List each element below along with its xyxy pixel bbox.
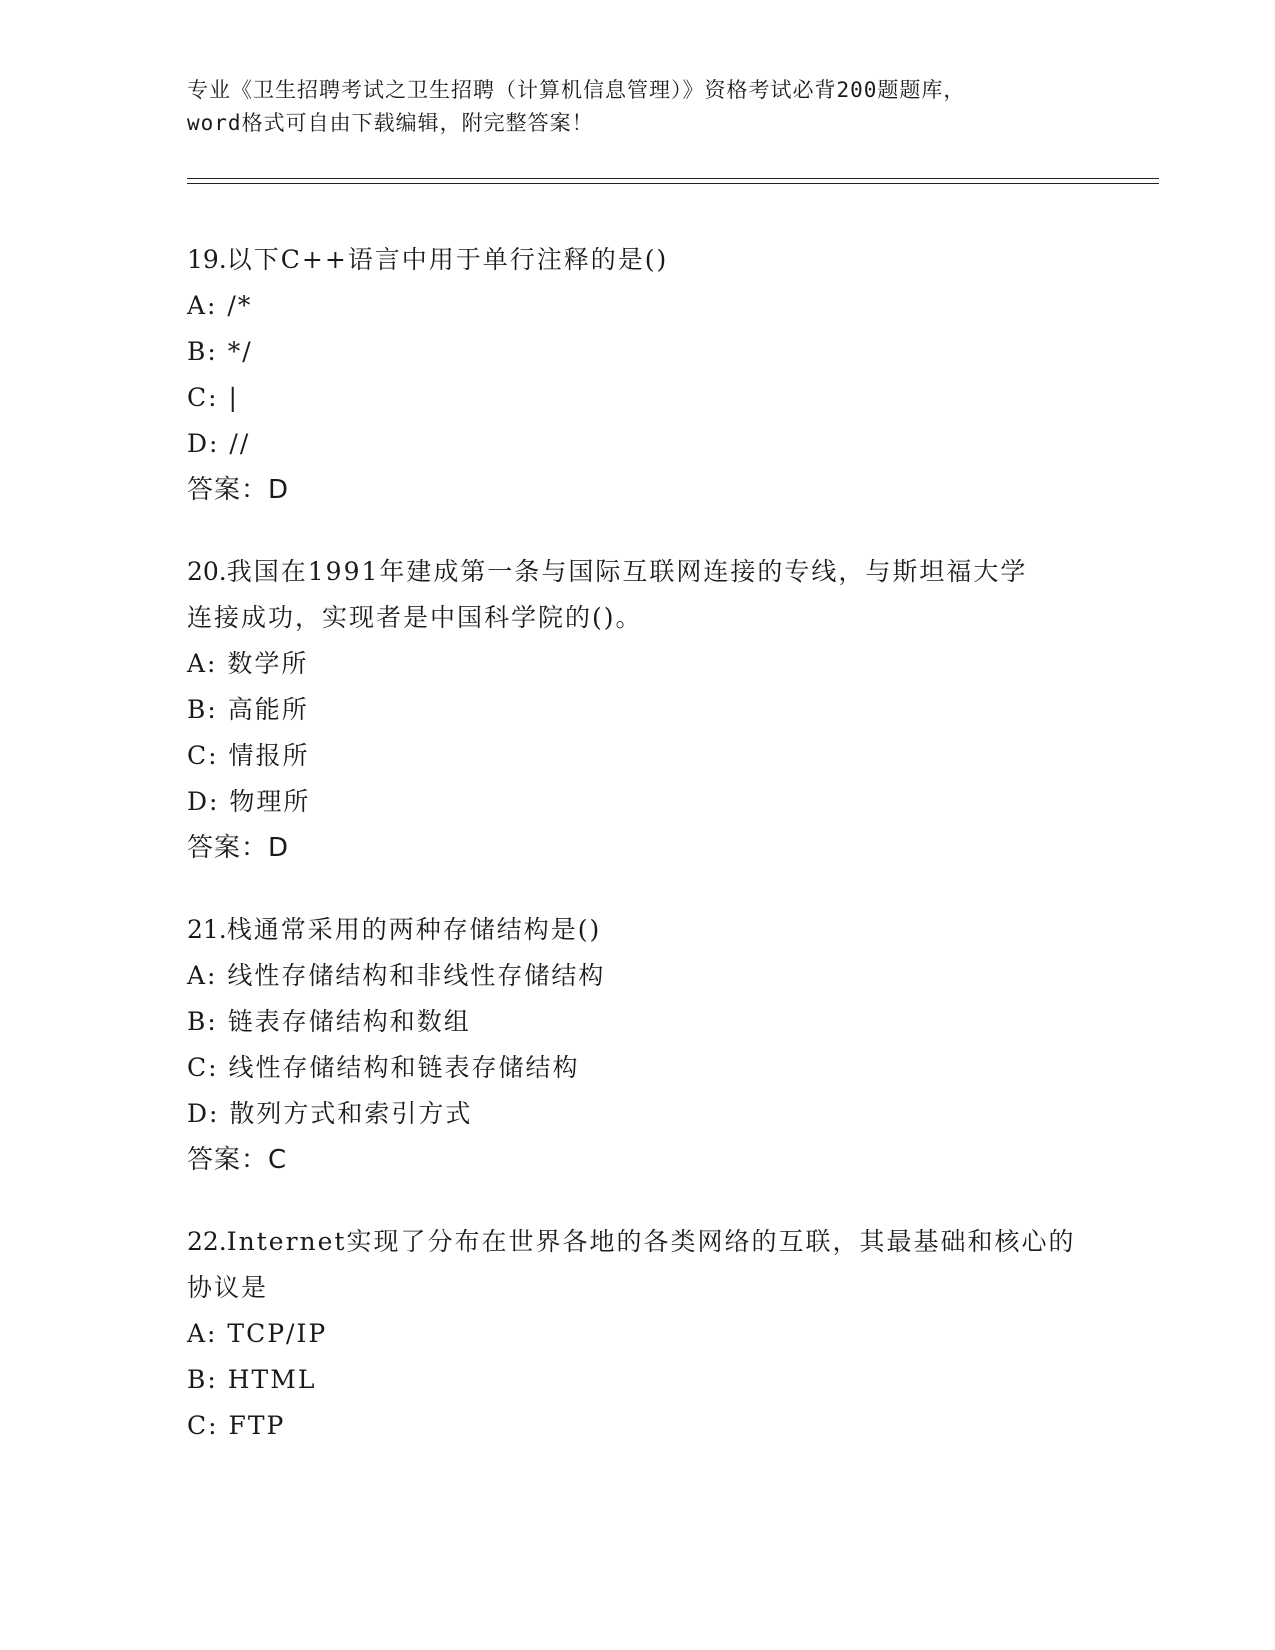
question-stem — [187, 549, 1047, 641]
option-d: D: // — [187, 429, 251, 458]
question-stem — [187, 1219, 1077, 1311]
option-c: C: 线性存储结构和链表存储结构 — [187, 1053, 580, 1082]
header-divider-top — [187, 178, 1159, 179]
question-text: 栈通常采用的两种存储结构是() — [226, 915, 602, 944]
question-text: 我国在1991年建成第一条与国际互联网连接的专线，与斯坦福大学连接成功，实现者是中国科学院的()。 — [187, 557, 1028, 632]
option-a: A: /* — [187, 291, 253, 320]
header-line-1: 专业《卫生招聘考试之卫生招聘（计算机信息管理）》资格考试必背200题题库， — [187, 78, 966, 102]
question-19 — [187, 237, 1087, 513]
question-number: 22. — [187, 1227, 227, 1256]
question-list — [187, 237, 1087, 1485]
question-stem — [187, 237, 1087, 283]
option-a: A: TCP/IP — [187, 1319, 328, 1348]
question-text: Internet实现了分布在世界各地的各类网络的互联，其最基础和核心的协议是 — [187, 1227, 1076, 1302]
option-c: C: 情报所 — [187, 741, 310, 770]
header-line-2: word格式可自由下载编辑，附完整答案！ — [187, 111, 594, 135]
option-c: C: | — [187, 383, 239, 412]
header-divider-bottom — [187, 183, 1159, 184]
document-header — [187, 74, 1087, 140]
option-b: B: 链表存储结构和数组 — [187, 1007, 471, 1036]
answer: 答案：D — [187, 475, 290, 505]
question-number: 20. — [187, 557, 227, 586]
question-20 — [187, 549, 1087, 871]
question-text: 以下C++语言中用于单行注释的是() — [226, 245, 669, 274]
option-a: A: 数学所 — [187, 649, 309, 678]
option-b: B: */ — [187, 337, 253, 366]
question-22 — [187, 1219, 1087, 1449]
answer: 答案：D — [187, 833, 290, 863]
question-stem — [187, 907, 1087, 953]
question-number: 19. — [187, 245, 227, 274]
question-21 — [187, 907, 1087, 1183]
option-d: D: 散列方式和索引方式 — [187, 1099, 473, 1128]
option-b: B: HTML — [187, 1365, 317, 1394]
option-d: D: 物理所 — [187, 787, 311, 816]
option-a: A: 线性存储结构和非线性存储结构 — [187, 961, 606, 990]
answer: 答案：C — [187, 1145, 288, 1175]
question-number: 21. — [187, 915, 227, 944]
option-c: C: FTP — [187, 1411, 286, 1440]
option-b: B: 高能所 — [187, 695, 309, 724]
